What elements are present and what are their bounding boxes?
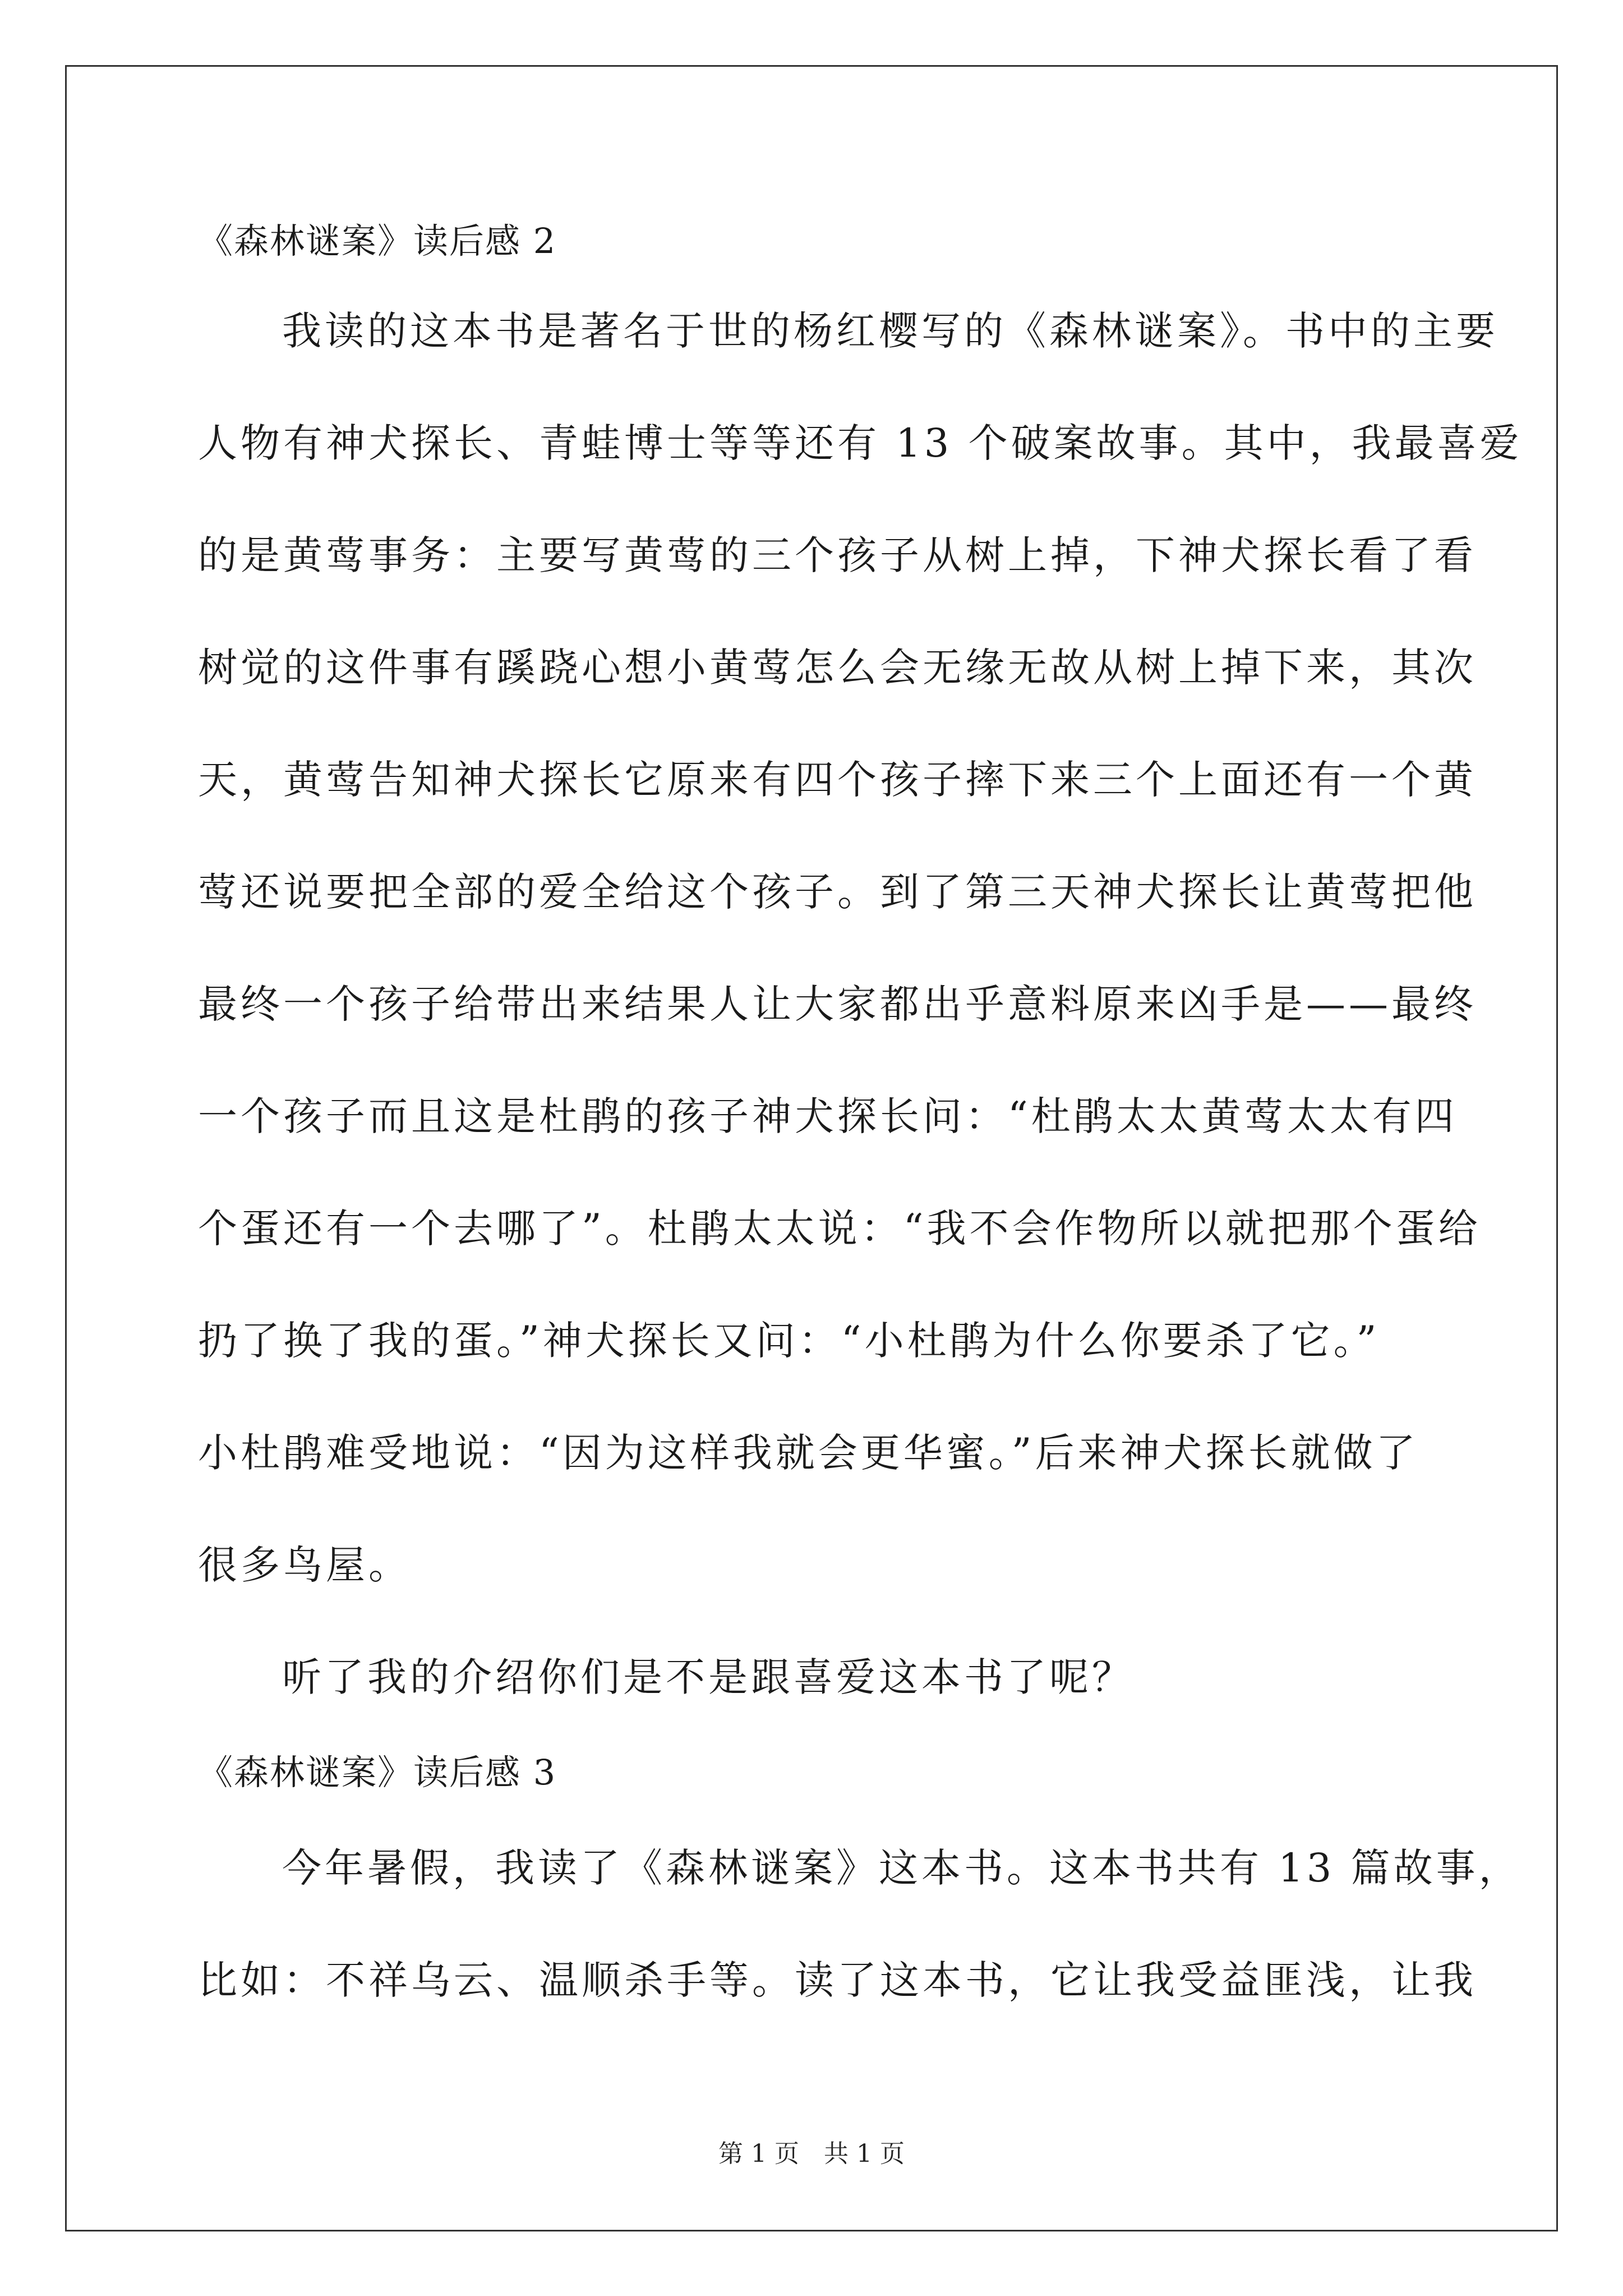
- paragraph-line: 最终一个孩子给带出来结果人让大家都出乎意料原来凶手是——最终: [198, 981, 1477, 1027]
- section-heading: 《森林谜案》读后感 2: [198, 220, 557, 261]
- paragraph-line: 小杜鹃难受地说：“因为这样我就会更华蜜。”后来神犬探长就做了: [198, 1430, 1419, 1476]
- paragraph-line: 听了我的介绍你们是不是跟喜爱这本书了呢？: [282, 1654, 1135, 1700]
- paragraph-line: 天，黄莺告知神犬探长它原来有四个孩子摔下来三个上面还有一个黄: [198, 757, 1477, 803]
- paragraph-line: 一个孩子而且这是杜鹃的孩子神犬探长问：“杜鹃太太黄莺太太有四: [198, 1093, 1458, 1139]
- page-footer: 第 1 页 共 1 页: [718, 2139, 905, 2168]
- paragraph-line: 扔了换了我的蛋。”神犬探长又问：“小杜鹃为什么你要杀了它。”: [198, 1318, 1380, 1364]
- paragraph-line: 个蛋还有一个去哪了”。杜鹃太太说：“我不会作物所以就把那个蛋给: [198, 1205, 1481, 1251]
- paragraph-line: 今年暑假，我读了《森林谜案》这本书。这本书共有 13 篇故事，: [282, 1845, 1521, 1891]
- paragraph-line: 树觉的这件事有蹊跷心想小黄莺怎么会无缘无故从树上掉下来，其次: [198, 645, 1477, 691]
- paragraph-line: 比如：不祥乌云、温顺杀手等。读了这本书，它让我受益匪浅，让我: [198, 1957, 1477, 2003]
- paragraph-line: 我读的这本书是著名于世的杨红樱写的《森林谜案》。书中的主要: [282, 308, 1498, 354]
- paragraph-line: 莺还说要把全部的爱全给这个孩子。到了第三天神犬探长让黄莺把他: [198, 869, 1477, 915]
- paragraph-line: 的是黄莺事务：主要写黄莺的三个孩子从树上掉，下神犬探长看了看: [198, 532, 1477, 578]
- page-border: [65, 65, 1558, 2231]
- paragraph-line: 人物有神犬探长、青蛙博士等等还有 13 个破案故事。其中，我最喜爱: [198, 420, 1523, 466]
- section-heading: 《森林谜案》读后感 3: [198, 1752, 557, 1793]
- paragraph-line: 很多鸟屋。: [198, 1542, 411, 1588]
